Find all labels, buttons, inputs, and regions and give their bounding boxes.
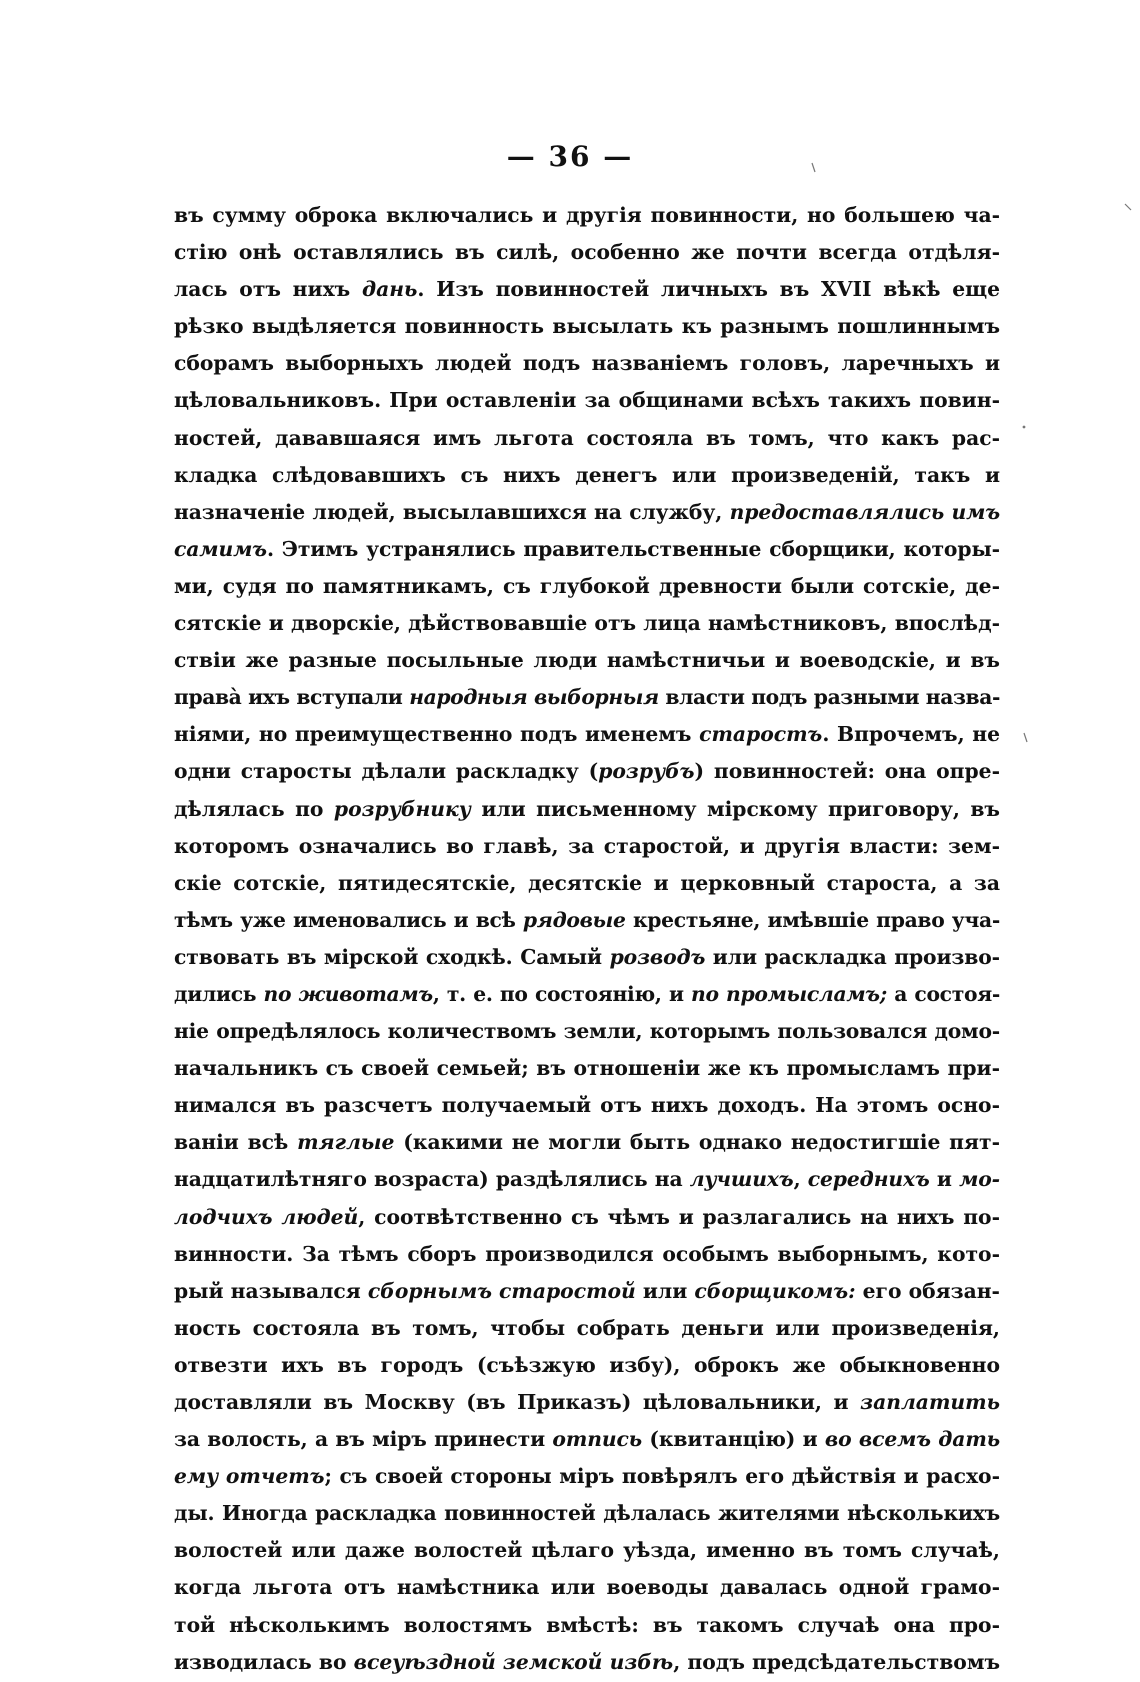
text-line [174,1050,1000,1087]
italic-phrase: сборнымъ старостой [367,1278,636,1303]
text-run: а состоя- [886,981,1000,1006]
text-run: волостей или даже волостей цѣлаго уѣзда, именно въ томъ случаѣ, [174,1538,1000,1563]
italic-phrase: лучшихъ [689,1167,794,1192]
text-line [174,457,1000,494]
text-run: , соотвѣтственно съ чѣмъ и разлагались на нихъ по- [358,1204,1000,1229]
text-run: начальникъ съ своей семьей; въ отношеніи же къ промысламъ при- [174,1056,1000,1081]
text-line [174,642,1000,679]
text-run: ностей, дававшаяся имъ льгота состояла въ томъ, что какъ рас- [174,425,1000,450]
text-line [174,531,1000,568]
text-run: ніями, но преимущественно подъ именемъ [174,722,700,747]
text-run: , [793,1167,808,1192]
italic-phrase: народныя выборныя [409,685,659,710]
text-line [174,902,1000,939]
text-line [174,753,1000,790]
speck-mark [1024,733,1027,742]
italic-phrase: всеуѣздной земской избѣ [353,1649,674,1674]
text-line [174,828,1000,865]
text-line [174,234,1000,271]
text-run: рый назывался [174,1278,368,1303]
italic-phrase: отпись [552,1427,643,1452]
text-line [174,494,1000,531]
text-line [174,1273,1000,1310]
text-run: лась отъ нихъ [174,277,362,302]
text-line [174,1124,1000,1161]
text-run: его обязан- [855,1278,1000,1303]
text-run: , подъ предсѣдательствомъ [673,1649,1000,1674]
text-line [174,1236,1000,1273]
italic-phrase: самимъ [174,536,267,561]
text-line [174,939,1000,976]
italic-phrase: предоставлялись имъ [729,499,1000,524]
italic-phrase: заплатить [860,1390,1000,1414]
text-line [174,1569,1000,1606]
text-line [174,1458,1000,1495]
italic-phrase: середнихъ [807,1167,930,1192]
italic-phrase: тяглые [297,1130,395,1155]
text-line [174,1347,1000,1384]
text-line [174,1607,1000,1644]
text-line [174,679,1000,716]
text-run: . Этимъ устранялись правительственные сборщики, которы- [266,536,1000,561]
italic-phrase: мо- [959,1167,1000,1192]
text-line [174,1199,1000,1236]
italic-phrase: розводъ [609,944,706,969]
text-line [174,197,1000,234]
text-run: или письменному мірскому приговору, въ [470,796,1000,821]
text-run: (какими не могли быть однако недостигшіе пят- [394,1130,1000,1155]
text-run: ) повинностей: она опре- [694,759,1000,784]
text-line [174,568,1000,605]
text-run: власти подъ разными назва- [658,685,1000,710]
text-run: ; съ своей стороны міръ повѣрялъ его дѣйствія и расхо- [324,1464,1000,1489]
text-line [174,976,1000,1013]
text-run: когда льгота отъ намѣстника или воеводы давалась одной грамо- [174,1575,1000,1600]
text-run: сятскіе и дворскіе, дѣйствовавшіе отъ лица намѣстниковъ, впослѣд- [174,611,1000,636]
text-run: . Изъ повинностей личныхъ въ XVII вѣкѣ еще [417,277,1000,302]
text-run: и [929,1167,960,1192]
text-run: надцатилѣтняго возраста) раздѣлялись на [174,1167,690,1192]
italic-phrase: по промысламъ; [691,981,887,1006]
speck-mark [1023,426,1026,429]
text-run: винности. За тѣмъ сборъ производился особымъ выборнымъ, кото- [174,1241,1000,1266]
text-run: кладка слѣдовавшихъ съ нихъ денегъ или произведеній, такъ и [174,462,1000,487]
speck-mark [1125,204,1131,210]
text-line [174,271,1000,308]
text-line [174,1013,1000,1050]
text-run: за волость, а въ міръ принести [174,1427,553,1452]
text-run: назначеніе людей, высылавшихся на службу, [174,499,730,524]
text-run: нимался въ разсчетъ получаемый отъ нихъ доходъ. На этомъ осно- [174,1093,1000,1118]
text-line [174,716,1000,753]
text-line [174,865,1000,902]
text-run: тѣмъ уже именовались и всѣ [174,907,523,932]
text-run: ваніи всѣ [174,1130,298,1155]
text-run: ствіи же разные посыльные люди намѣстничьи и воеводскіе, и въ [174,648,1000,673]
text-run: ды. Иногда раскладка повинностей дѣлалась жителями нѣсколькихъ [174,1501,1000,1526]
text-run: , т. е. по состоянію, и [432,981,692,1006]
text-line [174,308,1000,345]
text-line [174,1310,1000,1347]
italic-phrase: по животамъ [263,981,433,1006]
text-line [174,345,1000,382]
italic-phrase: розрубнику [333,796,471,821]
text-run: отвезти ихъ въ городъ (съѣзжую избу), оброкъ же обыкновенно [174,1352,1000,1377]
italic-phrase: розрубъ [598,759,695,784]
text-line [174,1644,1000,1681]
text-line [174,382,1000,419]
text-run: ніе опредѣлялось количествомъ земли, которымъ пользовался домо- [174,1019,1000,1044]
text-run: сборамъ выборныхъ людей подъ названіемъ головъ, ларечныхъ и [174,351,1000,376]
text-line [174,1384,1000,1421]
italic-phrase: сборщикомъ: [694,1278,856,1303]
italic-phrase: рядовые [522,907,626,932]
text-run: (квитанцію) и [642,1427,825,1452]
text-line [174,420,1000,457]
text-run: ми, судя по памятникамъ, съ глубокой древности были сотскіе, де- [174,573,1000,598]
text-line [174,791,1000,828]
text-run: доставляли въ Москву (въ Приказъ) цѣловальники, и [174,1390,861,1414]
text-run: изводилась во [174,1649,354,1674]
italic-phrase: дань [361,277,418,302]
text-line [174,1421,1000,1458]
text-run: крестьяне, имѣвшіе право уча- [625,907,1000,932]
page-number: — 36 — [506,140,634,173]
text-run: дились [174,981,264,1006]
text-run: ность состояла въ томъ, чтобы собрать деньги или произведенія, [174,1315,1000,1340]
italic-phrase: во всемъ дать [824,1427,1000,1452]
text-line [174,1161,1000,1198]
text-line [174,1532,1000,1569]
text-line [174,1495,1000,1532]
text-line [174,1087,1000,1124]
text-run: правà ихъ вступали [174,685,410,710]
text-run: которомъ означались во главѣ, за старостой, и другія власти: зем- [174,833,1000,858]
text-run: стію онѣ оставлялись въ силѣ, особенно же почти всегда отдѣля- [174,240,1000,265]
text-run: одни старосты дѣлали раскладку ( [174,759,599,784]
text-run: . Впрочемъ, не [822,722,1000,747]
text-run: ствовать въ мірской сходкѣ. Самый [174,944,610,969]
italic-phrase: лодчихъ людей [174,1204,359,1229]
italic-phrase: старостъ [699,722,823,747]
text-run: рѣзко выдѣляется повинность высылать къ разнымъ пошлиннымъ [174,314,1000,339]
text-run: или [635,1278,695,1303]
body-text [174,197,1000,1681]
text-run: той нѣсколькимъ волостямъ вмѣстѣ: въ такомъ случаѣ она про- [174,1612,1000,1637]
text-run: въ сумму оброка включались и другія повинности, но большею ча- [174,203,1000,227]
text-line [174,605,1000,642]
italic-phrase: ему отчетъ [174,1464,325,1489]
text-run: дѣлялась по [174,796,334,821]
text-run: или раскладка произво- [705,944,1000,969]
text-run: цѣловальниковъ. При оставленіи за общинами всѣхъ такихъ повин- [174,388,1000,413]
text-run: скіе сотскіе, пятидесятскіе, десятскіе и церковный староста, а за [174,870,1000,895]
